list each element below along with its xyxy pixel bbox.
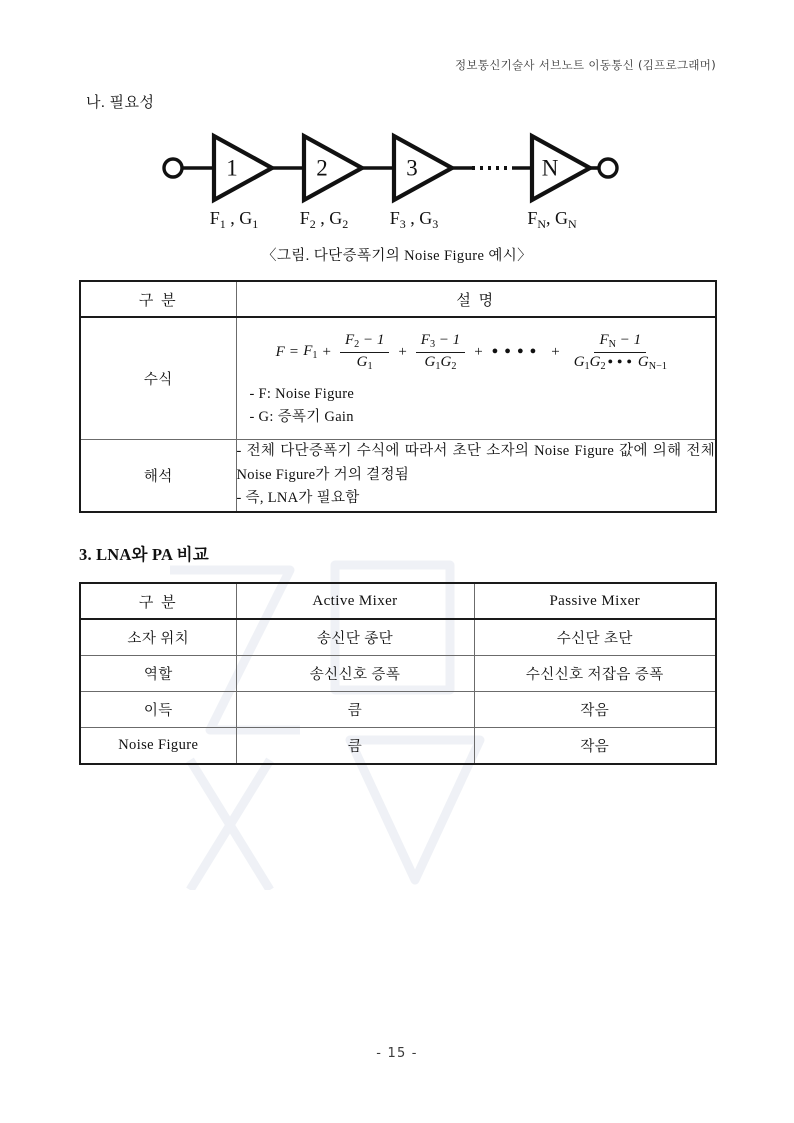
stage-label-n: N bbox=[541, 155, 559, 181]
compare-row-label-nf: Noise Figure bbox=[80, 728, 236, 765]
stage-params-1: $F_1$ , $G_1$ bbox=[209, 208, 259, 231]
compare-cell-active-role: 송신신호 증폭 bbox=[236, 656, 474, 692]
table-header-row bbox=[80, 583, 716, 619]
stage-params-2: $F_2$ , $G_2$ bbox=[299, 208, 349, 231]
cascaded-amplifier-figure bbox=[160, 126, 620, 231]
stage-label-2: 2 bbox=[316, 155, 328, 181]
table-header-row bbox=[80, 281, 716, 317]
table-header-category: 구 분 bbox=[80, 281, 236, 317]
interpretation-line-2: - 즉, LNA가 필요함 bbox=[236, 490, 360, 507]
row-label-formula: 수식 bbox=[80, 317, 236, 440]
compare-header-category: 구 분 bbox=[80, 583, 236, 619]
compare-row-label-position: 소자 위치 bbox=[80, 619, 236, 656]
table-row bbox=[80, 728, 716, 765]
stage-label-3: 3 bbox=[406, 155, 418, 181]
compare-cell-active-gain: 큼 bbox=[236, 692, 474, 728]
input-terminal-icon bbox=[164, 159, 182, 177]
amplifier-chain-diagram bbox=[160, 126, 620, 231]
page-number: - 15 - bbox=[376, 1046, 418, 1061]
table-row-interpretation bbox=[80, 440, 716, 512]
compare-header-active: Active Mixer bbox=[236, 583, 474, 619]
compare-header-passive: Passive Mixer bbox=[474, 583, 716, 619]
compare-cell-active-nf: 큼 bbox=[236, 728, 474, 765]
document-header: 정보통신기술사 서브노트 이동통신 (김프로그래머) bbox=[454, 58, 716, 72]
compare-row-label-gain: 이득 bbox=[80, 692, 236, 728]
noise-figure-formula-table bbox=[79, 280, 717, 513]
table-row bbox=[80, 692, 716, 728]
row-content-interpretation bbox=[236, 440, 716, 512]
legend-noise-figure: - F: Noise Figure bbox=[249, 385, 355, 402]
compare-cell-passive-role: 수신신호 저잡음 증폭 bbox=[474, 656, 716, 692]
table-row-formula bbox=[80, 317, 716, 440]
compare-cell-active-position: 송신단 종단 bbox=[236, 619, 474, 656]
compare-cell-passive-gain: 작음 bbox=[474, 692, 716, 728]
legend-gain: - G: 증폭기 Gain bbox=[249, 408, 354, 425]
stage-params-3: $F_3$ , $G_3$ bbox=[389, 208, 439, 231]
interpretation-line-1: - 전체 다단증폭기 수식에 따라서 초단 소자의 Noise Figure 값에 의해 전체 Noise Figure가 거의 결정됨 bbox=[236, 443, 715, 483]
figure-caption: 〈그림. 다단증폭기의 Noise Figure 예시〉 bbox=[261, 248, 533, 264]
table-row bbox=[80, 656, 716, 692]
formula-ellipsis: ●●●● bbox=[491, 345, 543, 358]
formula-fraction-n: $\frac{F_N - 1}{G_1G_2 ●●● G_{N-1}}$ bbox=[573, 332, 667, 372]
stage-params-n: $F_N$, $G_N$ bbox=[527, 208, 577, 231]
formula-fraction-1: $\frac{F_2 - 1}{G_1}$ bbox=[340, 332, 389, 373]
stage-label-1: 1 bbox=[226, 155, 238, 181]
sub-heading: 나. 필요성 bbox=[86, 95, 155, 111]
compare-cell-passive-position: 수신단 초단 bbox=[474, 619, 716, 656]
output-terminal-icon bbox=[599, 159, 617, 177]
lna-pa-comparison-table bbox=[79, 582, 717, 765]
formula-fraction-2: $\frac{F_3 - 1}{G_1G_2}$ bbox=[416, 332, 465, 373]
friis-noise-figure-formula: F = $F_1$ + $\frac{F_2 - 1}{G_1}$ + $\frac{F_3 - 1}{G_1G_2}$ + ●●●● + $\frac{F_N - 1}{G_1G_2 ●●● G_{N-1}}$ bbox=[237, 318, 716, 383]
table-row bbox=[80, 619, 716, 656]
table-header-description: 설 명 bbox=[236, 281, 716, 317]
compare-cell-passive-nf: 작음 bbox=[474, 728, 716, 765]
row-content-formula bbox=[236, 317, 716, 440]
compare-row-label-role: 역할 bbox=[80, 656, 236, 692]
section-heading-lna-pa: 3. LNA와 PA 비교 bbox=[79, 545, 209, 564]
row-label-interpretation: 해석 bbox=[80, 440, 236, 512]
